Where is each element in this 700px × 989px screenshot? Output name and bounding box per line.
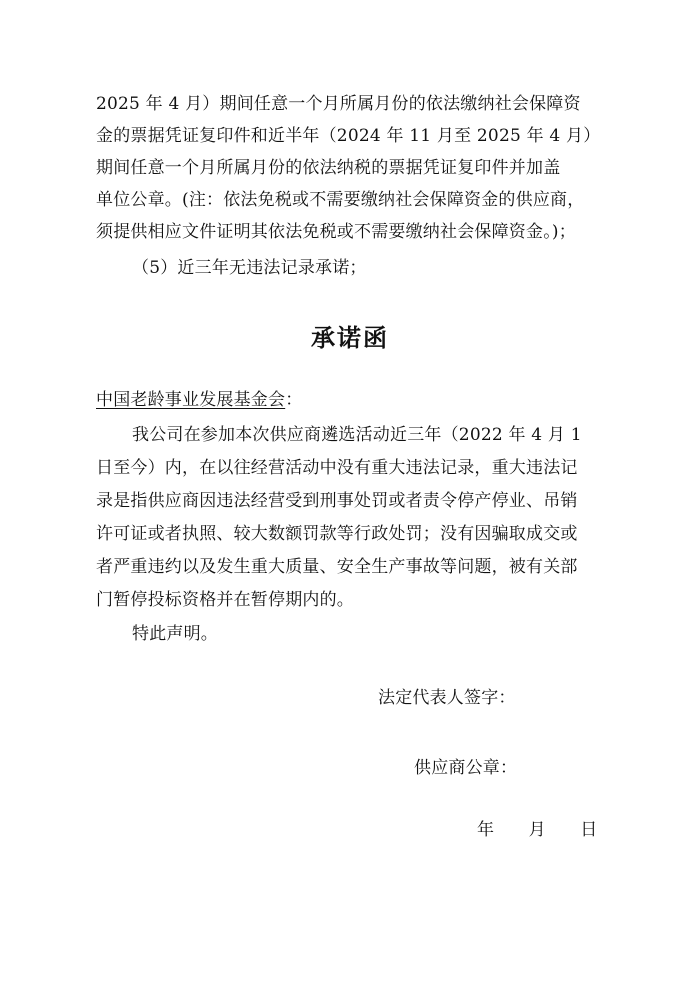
intro-line-3: 期间任意一个月所属月份的依法纳税的票据凭证复印件并加盖 [96,158,561,178]
intro-line-1: 2025 年 4 月）期间任意一个月所属月份的依法缴纳社会保障资 [96,94,581,114]
body-line-5: 者严重违约以及发生重大质量、安全生产事故等问题，被有关部 [96,557,578,577]
intro-line-4: 单位公章。(注：依法免税或不需要缴纳社会保障资金的供应商， [96,190,585,210]
intro-line-5: 须提供相应文件证明其依法免税或不需要缴纳社会保障资金。)； [96,222,576,242]
addressee-line [96,388,302,412]
requirement-item-5: （5）近三年无违法记录承诺； [132,258,367,278]
body-line-3: 录是指供应商因违法经营受到刑事处罚或者责令停产停业、吊销 [96,491,578,511]
body-line-4: 许可证或者执照、较大数额罚款等行政处罚；没有因骗取成交或 [96,524,578,544]
addressee-suffix: ： [285,390,303,410]
addressee-name: 中国老龄事业发展基金会 [96,390,286,410]
letter-title: 承诺函 [311,323,389,352]
intro-line-2: 金的票据凭证复印件和近半年（2024 年 11 月至 2025 年 4 月） [96,126,601,146]
closing-statement: 特此声明。 [132,624,218,644]
body-line-2: 日至今）内，在以往经营活动中没有重大违法记录，重大违法记 [96,458,578,478]
body-line-6: 门暂停投标资格并在暂停期内的。 [96,590,354,610]
body-line-1: 我公司在参加本次供应商遴选活动近三年（2022 年 4 月 1 [132,425,582,445]
date-label: 年 月 日 [477,820,598,840]
supplier-seal-label: 供应商公章： [414,758,518,778]
legal-representative-signature-label: 法定代表人签字： [378,688,516,708]
